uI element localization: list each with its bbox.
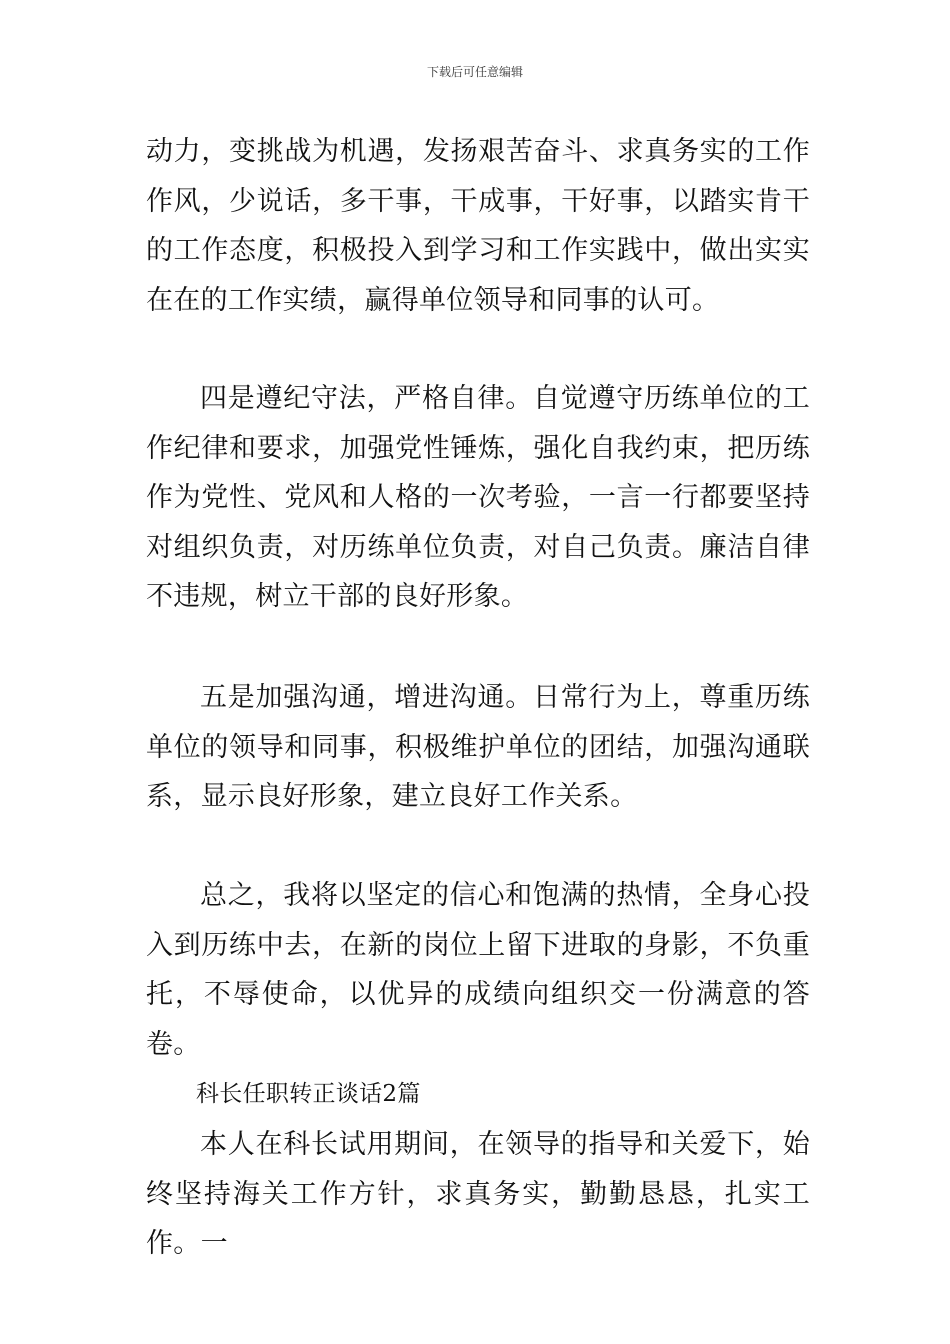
section-heading: 科长任职转正谈话2篇: [196, 1081, 421, 1107]
paragraph-discipline: 四是遵纪守法，严格自律。自觉遵守历练单位的工作纪律和要求，加强党性锤炼，强化自我约束，把历练作为党性、党风和人格的一次考验，一言一行都要坚持对组织负责，对历练单位负责，对自己负责。廉洁自律不违规，树立干部的良好形象。: [146, 383, 810, 612]
page-header: 下载后可任意编辑: [426, 65, 523, 79]
paragraph-conclusion: 总之，我将以坚定的信心和饱满的热情，全身心投入到历练中去，在新的岗位上留下进取的身影，不负重托，不辱使命，以优异的成绩向组织交一份满意的答卷。: [146, 880, 810, 1060]
paragraph-intro: 本人在科长试用期间，在领导的指导和关爱下，始终坚持海关工作方针，求真务实，勤勤恳恳，扎实工作。一: [146, 1129, 810, 1259]
paragraph-continuation: 动力，变挑战为机遇，发扬艰苦奋斗、求真务实的工作作风，少说话，多干事，干成事，干好事，以踏实肯干的工作态度，积极投入到学习和工作实践中，做出实实在在的工作实绩，赢得单位领导和同事的认可。: [146, 136, 810, 316]
paragraph-communication: 五是加强沟通，增进沟通。日常行为上，尊重历练单位的领导和同事，积极维护单位的团结，加强沟通联系，显示良好形象，建立良好工作关系。: [146, 682, 810, 812]
